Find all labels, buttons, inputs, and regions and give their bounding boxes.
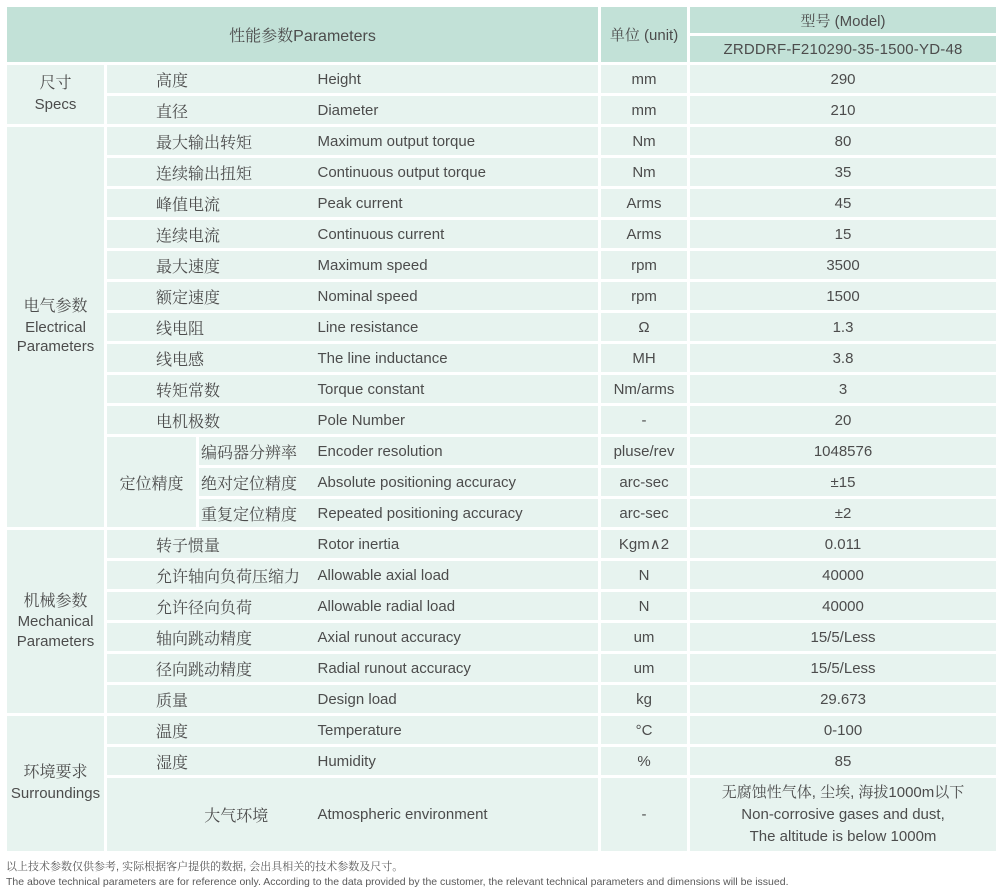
param-value: 15/5/Less (689, 622, 998, 653)
group-cn: 机械参数 (23, 592, 88, 610)
param-value: 40000 (689, 560, 998, 591)
param-en: Atmospheric environment (317, 777, 600, 853)
param-unit: um (600, 653, 689, 684)
group-en: Mechanical Parameters (16, 613, 95, 650)
param-cn: 质量 (106, 684, 317, 715)
param-cn: 轴向跳动精度 (106, 622, 317, 653)
group-cell-electrical (6, 126, 106, 529)
param-value: 290 (689, 64, 998, 95)
param-en: Allowable radial load (317, 591, 600, 622)
table-row (6, 653, 998, 684)
table-row (6, 684, 998, 715)
group-en: Surroundings (10, 785, 101, 803)
param-en: Height (317, 64, 600, 95)
param-value (689, 777, 998, 853)
param-unit: % (600, 746, 689, 777)
footnote-en: The above technical parameters are for reference only. According to the data provided by the customer, the relevant technical parameters and dimensions will be issued. (6, 876, 789, 889)
param-en: Continuous output torque (317, 157, 600, 188)
table-row (6, 777, 998, 853)
table-row (6, 560, 998, 591)
table-row (6, 622, 998, 653)
param-cn: 峰值电流 (106, 188, 317, 219)
param-value: 210 (689, 95, 998, 126)
spec-table (4, 4, 999, 854)
param-en: Nominal speed (317, 281, 600, 312)
param-cn: 允许轴向负荷压缩力 (106, 560, 317, 591)
table-row (6, 436, 998, 467)
param-en: Radial runout accuracy (317, 653, 600, 684)
table-row (6, 529, 998, 560)
param-unit: Arms (600, 219, 689, 250)
param-value: ±15 (689, 467, 998, 498)
table-row (6, 64, 998, 95)
unit-header: 单位 (unit) (600, 6, 689, 64)
param-en: Design load (317, 684, 600, 715)
param-cn: 线电阻 (106, 312, 317, 343)
param-value: 85 (689, 746, 998, 777)
param-value: 1.3 (689, 312, 998, 343)
param-unit: Nm (600, 126, 689, 157)
model-value: ZRDDRF-F210290-35-1500-YD-48 (689, 35, 998, 64)
param-unit: kg (600, 684, 689, 715)
param-unit: - (600, 777, 689, 853)
table-row (6, 95, 998, 126)
param-cn: 高度 (106, 64, 317, 95)
param-value: 0-100 (689, 715, 998, 746)
param-en: Torque constant (317, 374, 600, 405)
footnote-cn: 以上技术参数仅供参考, 实际根据客户提供的数据, 会出具相关的技术参数及尺寸。 (6, 861, 404, 874)
table-row (6, 715, 998, 746)
param-cn: 湿度 (106, 746, 317, 777)
param-unit: rpm (600, 250, 689, 281)
param-value: 15 (689, 219, 998, 250)
group-en: Electrical Parameters (16, 318, 95, 356)
param-unit: pluse/rev (600, 436, 689, 467)
param-cn: 电机极数 (106, 405, 317, 436)
table-header (6, 6, 998, 64)
value-line-en-1: Non-corrosive gases and dust, (741, 805, 945, 823)
group-cn: 环境要求 (23, 764, 88, 782)
param-cn: 径向跳动精度 (106, 653, 317, 684)
param-unit: um (600, 622, 689, 653)
param-value: 29.673 (689, 684, 998, 715)
param-cn: 转矩常数 (106, 374, 317, 405)
param-unit: mm (600, 64, 689, 95)
param-value: 40000 (689, 591, 998, 622)
param-unit: N (600, 560, 689, 591)
table-row (6, 157, 998, 188)
group-cell-surroundings (6, 715, 106, 853)
param-en: The line inductance (317, 343, 600, 374)
param-unit: Nm/arms (600, 374, 689, 405)
param-value: 45 (689, 188, 998, 219)
param-cn: 直径 (106, 95, 317, 126)
param-cn: 编码器分辨率 (198, 436, 317, 467)
param-value: 35 (689, 157, 998, 188)
param-unit: - (600, 405, 689, 436)
param-en: Repeated positioning accuracy (317, 498, 600, 529)
param-unit: Arms (600, 188, 689, 219)
param-value: 3500 (689, 250, 998, 281)
table-row (6, 188, 998, 219)
param-en: Allowable axial load (317, 560, 600, 591)
table-row (6, 374, 998, 405)
param-unit: °C (600, 715, 689, 746)
param-unit: mm (600, 95, 689, 126)
group-en: Specs (34, 96, 77, 114)
table-row (6, 343, 998, 374)
table-row (6, 405, 998, 436)
table-row (6, 746, 998, 777)
param-cn: 允许径向负荷 (106, 591, 317, 622)
param-value: 1500 (689, 281, 998, 312)
param-value: 3 (689, 374, 998, 405)
param-en: Rotor inertia (317, 529, 600, 560)
param-cn: 最大输出转矩 (106, 126, 317, 157)
value-line-en-2: The altitude is below 1000m (749, 827, 937, 845)
subgroup-cell-positioning-accuracy: 定位精度 (106, 436, 198, 529)
param-cn: 转子惯量 (106, 529, 317, 560)
table-row (6, 250, 998, 281)
table-row (6, 126, 998, 157)
group-cn: 电气参数 (23, 298, 88, 316)
param-unit: N (600, 591, 689, 622)
param-unit: MH (600, 343, 689, 374)
param-cn: 重复定位精度 (198, 498, 317, 529)
param-cn: 连续输出扭矩 (106, 157, 317, 188)
table-row (6, 312, 998, 343)
group-cell-mechanical (6, 529, 106, 715)
param-unit: arc-sec (600, 498, 689, 529)
param-value: 3.8 (689, 343, 998, 374)
param-en: Maximum speed (317, 250, 600, 281)
param-en: Encoder resolution (317, 436, 600, 467)
param-unit: rpm (600, 281, 689, 312)
param-en: Humidity (317, 746, 600, 777)
param-en: Temperature (317, 715, 600, 746)
param-cn: 大气环境 (106, 777, 317, 853)
table-row (6, 591, 998, 622)
param-value: 80 (689, 126, 998, 157)
header-row-1 (6, 6, 998, 35)
param-cn: 线电感 (106, 343, 317, 374)
param-value: 15/5/Less (689, 653, 998, 684)
param-en: Peak current (317, 188, 600, 219)
param-cn: 最大速度 (106, 250, 317, 281)
param-en: Pole Number (317, 405, 600, 436)
param-unit: Ω (600, 312, 689, 343)
group-cn: 尺寸 (39, 75, 72, 93)
param-unit: arc-sec (600, 467, 689, 498)
model-header: 型号 (Model) (689, 6, 998, 35)
value-line-cn: 无腐蚀性气体, 尘埃, 海拔1000m以下 (721, 784, 965, 801)
table-row (6, 219, 998, 250)
param-value: 1048576 (689, 436, 998, 467)
param-en: Absolute positioning accuracy (317, 467, 600, 498)
param-unit: Kgm∧2 (600, 529, 689, 560)
param-en: Diameter (317, 95, 600, 126)
param-en: Axial runout accuracy (317, 622, 600, 653)
param-en: Line resistance (317, 312, 600, 343)
param-cn: 额定速度 (106, 281, 317, 312)
group-cell-specs (6, 64, 106, 126)
param-value: 20 (689, 405, 998, 436)
param-cn: 绝对定位精度 (198, 467, 317, 498)
param-value: 0.011 (689, 529, 998, 560)
param-en: Continuous current (317, 219, 600, 250)
footnotes (4, 860, 996, 889)
param-en: Maximum output torque (317, 126, 600, 157)
param-value: ±2 (689, 498, 998, 529)
param-unit: Nm (600, 157, 689, 188)
param-cn: 温度 (106, 715, 317, 746)
param-cn: 连续电流 (106, 219, 317, 250)
table-row (6, 281, 998, 312)
parameters-header: 性能参数Parameters (6, 6, 600, 64)
